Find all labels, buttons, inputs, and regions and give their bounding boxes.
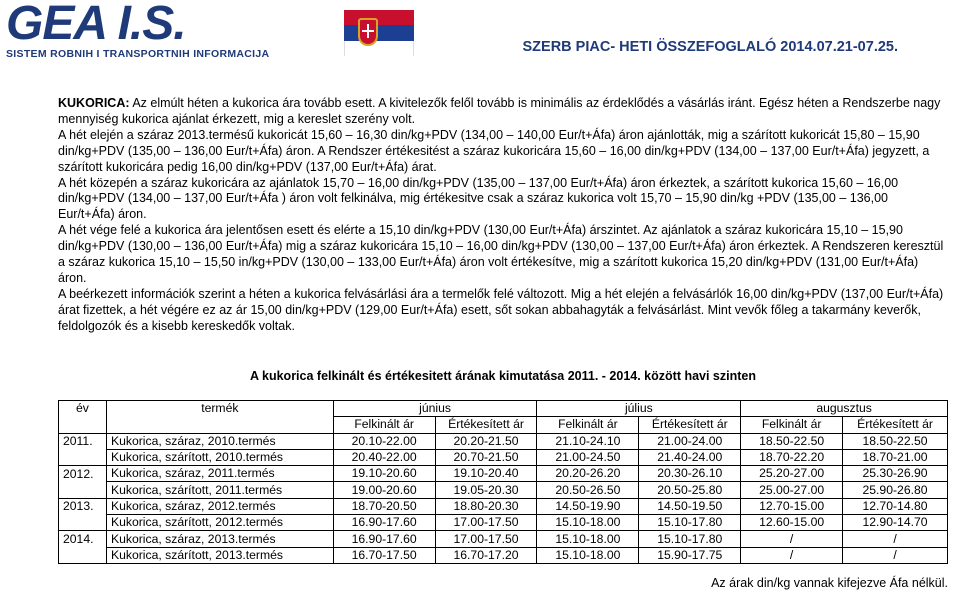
cell-price: 15.90-17.75 bbox=[639, 547, 741, 563]
table-row bbox=[59, 515, 948, 531]
cell-price: 16.90-17.60 bbox=[333, 515, 435, 531]
table-subheader-row bbox=[59, 417, 948, 433]
cell-price: 15.10-18.00 bbox=[537, 531, 639, 547]
paragraph: A beérkezett információk szerint a héten a kukorica felvásárlási ára a termelők felé változott. Mig a hét elején a felvásárlók 16,00 din/kg+PDV (137,00 Eur/t+Áfa) árat fizettek, a hét végére ez az ár 15,00 din/kg+PDV (129,00 Eur/t+Áfa) esett, sőt sokan abbahagyták a felvásárlást. Mint vevők főleg a takarmány keverők, feldolgozók és a kisebb kereskedők voltak. bbox=[58, 286, 944, 333]
cell-price: 20.70-21.50 bbox=[435, 449, 537, 465]
cell-year bbox=[59, 482, 107, 498]
paragraph: KUKORICA: Az elmúlt héten a kukorica ára tovább esett. A kivitelezők felől tovább is minimális az érdeklődés a vásárlás iránt. Egész héten a Rendszerbe nagy mennyiség kukorica ajánlat érkezett, mig a kereslet szerény volt. bbox=[58, 96, 941, 126]
cell-price: 15.10-17.80 bbox=[639, 531, 741, 547]
table-row bbox=[59, 466, 948, 482]
table-row bbox=[59, 449, 948, 465]
footnote: Az árak din/kg vannak kifejezve Áfa nélkül. bbox=[711, 576, 948, 590]
cell-product: Kukorica, szárított, 2011.termés bbox=[106, 482, 333, 498]
page-header bbox=[0, 0, 960, 66]
cell-product: Kukorica, száraz, 2011.termés bbox=[106, 466, 333, 482]
cell-price: / bbox=[741, 547, 843, 563]
subheader-offered: Felkinált ár bbox=[537, 417, 639, 433]
col-header-product: termék bbox=[106, 401, 333, 417]
col-header-month: augusztus bbox=[741, 401, 948, 417]
cell-price: 20.50-26.50 bbox=[537, 482, 639, 498]
cell-price: 16.90-17.60 bbox=[333, 531, 435, 547]
report-body bbox=[58, 96, 948, 335]
table-row bbox=[59, 482, 948, 498]
cell-price: 19.10-20.60 bbox=[333, 466, 435, 482]
col-header-month: június bbox=[333, 401, 537, 417]
logo-wordmark: GEA I.S. bbox=[6, 0, 186, 50]
cell-price: 20.20-26.20 bbox=[537, 466, 639, 482]
company-logo bbox=[6, 0, 292, 62]
cell-price: 12.90-14.70 bbox=[843, 515, 948, 531]
table-title: A kukorica felkinált és értékesitett árának kimutatása 2011. - 2014. között havi szinten bbox=[249, 369, 756, 383]
cell-price: 18.80-20.30 bbox=[435, 498, 537, 514]
cell-price: 20.40-22.00 bbox=[333, 449, 435, 465]
cell-price: 18.70-20.50 bbox=[333, 498, 435, 514]
subheader-sold: Értékesített ár bbox=[843, 417, 948, 433]
cell-product: Kukorica, száraz, 2013.termés bbox=[106, 531, 333, 547]
cell-price: 20.10-22.00 bbox=[333, 433, 435, 449]
cell-price: 19.05-20.30 bbox=[435, 482, 537, 498]
cell-price: / bbox=[843, 531, 948, 547]
cell-price: 17.00-17.50 bbox=[435, 515, 537, 531]
cell-price: 16.70-17.20 bbox=[435, 547, 537, 563]
cell-year: 2014. bbox=[59, 531, 107, 547]
table-header-row bbox=[59, 401, 948, 417]
subheader-sold: Értékesített ár bbox=[435, 417, 537, 433]
table-row bbox=[59, 547, 948, 563]
cell-price: 25.00-27.00 bbox=[741, 482, 843, 498]
cell-price: 16.70-17.50 bbox=[333, 547, 435, 563]
cell-year: 2011. bbox=[59, 433, 107, 449]
cell-price: 21.10-24.10 bbox=[537, 433, 639, 449]
cell-price: 17.00-17.50 bbox=[435, 531, 537, 547]
cell-year: 2012. bbox=[59, 466, 107, 482]
cell-price: 18.50-22.50 bbox=[741, 433, 843, 449]
cell-price: 12.60-15.00 bbox=[741, 515, 843, 531]
table-row bbox=[59, 433, 948, 449]
table-row bbox=[59, 531, 948, 547]
cell-price: 21.00-24.50 bbox=[537, 449, 639, 465]
cell-price: 25.30-26.90 bbox=[843, 466, 948, 482]
cell-price: 20.20-21.50 bbox=[435, 433, 537, 449]
cell-price: 18.50-22.50 bbox=[843, 433, 948, 449]
cell-year: 2013. bbox=[59, 498, 107, 514]
cell-price: 20.30-26.10 bbox=[639, 466, 741, 482]
cell-price: 12.70-15.00 bbox=[741, 498, 843, 514]
cell-product: Kukorica, száraz, 2010.termés bbox=[106, 433, 333, 449]
paragraph: A hét vége felé a kukorica ára jelentősen esett és elérte a 15,10 din/kg+PDV (130,00 Eur/t+Áfa) árszintet. Az ajánlatok a száraz kukoricára 15,10 – 15,90 din/kg+PDV (130,00 – 136,00 Eur/t+Áfa) mig a száraz kukoricára 15,10 – 16,00 din/kg+PDV (130,00 – 137,00 Eur/t+Áfa) áron érkeztek. A Rendszeren keresztül a száraz kukorica 15,10 – 15,50 in/kg+PDV (130,00 – 133,00 Eur/t+Áfa) áron volt értékesítve, mig a szárított kukorica 15,20 din/kg+PDV (131,00 Eur/t+Áfa) áron. bbox=[58, 223, 944, 285]
cell-price: 18.70-22.20 bbox=[741, 449, 843, 465]
cell-year bbox=[59, 547, 107, 563]
cell-price: 21.40-24.00 bbox=[639, 449, 741, 465]
cell-price: 12.70-14.80 bbox=[843, 498, 948, 514]
coat-of-arms-icon bbox=[358, 18, 378, 46]
paragraph: A hét közepén a száraz kukoricára az ajánlatok 15,70 – 16,00 din/kg+PDV (135,00 – 137,00 Eur/t+Áfa) áron érkeztek, a szárított kukorica 15,60 – 16,00 din/kg+PDV (134,00 – 137,00 Eur/t+Áfa ) áron volt felkinálva, mig értékesitve csak a száraz kukorica volt 15,70 – 15,90 din/kg +PDV (135,00 – 136,00 Eur/t+Áfa) áron. bbox=[58, 175, 899, 222]
subheader-offered: Felkinált ár bbox=[333, 417, 435, 433]
cell-price: / bbox=[741, 531, 843, 547]
col-header-month: július bbox=[537, 401, 741, 417]
cell-product: Kukorica, szárított, 2012.termés bbox=[106, 515, 333, 531]
cell-price: 21.00-24.00 bbox=[639, 433, 741, 449]
cell-price: 25.90-26.80 bbox=[843, 482, 948, 498]
subheader-offered: Felkinált ár bbox=[741, 417, 843, 433]
cell-product: Kukorica, szárított, 2013.termés bbox=[106, 547, 333, 563]
col-header-year: év bbox=[59, 401, 107, 417]
cell-price: / bbox=[843, 547, 948, 563]
cell-price: 15.10-18.00 bbox=[537, 515, 639, 531]
report-title: SZERB PIAC- HETI ÖSSZEFOGLALÓ 2014.07.21-07.25. bbox=[522, 39, 898, 55]
cell-year bbox=[59, 449, 107, 465]
logo-subtitle: SISTEM ROBNIH I TRANSPORTNIH INFORMACIJA bbox=[6, 48, 270, 60]
subheader-sold: Értékesített ár bbox=[639, 417, 741, 433]
price-table bbox=[58, 400, 948, 564]
cell-price: 25.20-27.00 bbox=[741, 466, 843, 482]
paragraph: A hét elején a száraz 2013.termésű kukoricát 15,60 – 16,30 din/kg+PDV (134,00 – 140,00 Eur/t+Áfa) áron ajánlották, mig a szárított kukoricát 15,80 – 15,90 din/kg+PDV (135,00 – 136,00 Eur/t+Áfa) áron. A Rendszer értékesitést a száraz kukoricára 15,60 – 16,00 din/kg+PDV (134,00 – 137,00 Eur/t+Áfa) jegyzett, a szárított kukoricára pedig 16,00 din/kg+PDV (137,00 Eur/t+Áfa) árat. bbox=[58, 127, 930, 174]
serbian-flag-icon bbox=[344, 10, 414, 56]
cell-price: 15.10-18.00 bbox=[537, 547, 639, 563]
table-row bbox=[59, 498, 948, 514]
cell-price: 14.50-19.50 bbox=[639, 498, 741, 514]
cell-price: 15.10-17.80 bbox=[639, 515, 741, 531]
cell-product: Kukorica, száraz, 2012.termés bbox=[106, 498, 333, 514]
cell-year bbox=[59, 515, 107, 531]
cell-price: 20.50-25.80 bbox=[639, 482, 741, 498]
cell-price: 19.10-20.40 bbox=[435, 466, 537, 482]
cell-price: 19.00-20.60 bbox=[333, 482, 435, 498]
cell-price: 14.50-19.90 bbox=[537, 498, 639, 514]
cell-price: 18.70-21.00 bbox=[843, 449, 948, 465]
cell-product: Kukorica, szárított, 2010.termés bbox=[106, 449, 333, 465]
section-label: KUKORICA: bbox=[58, 96, 130, 110]
